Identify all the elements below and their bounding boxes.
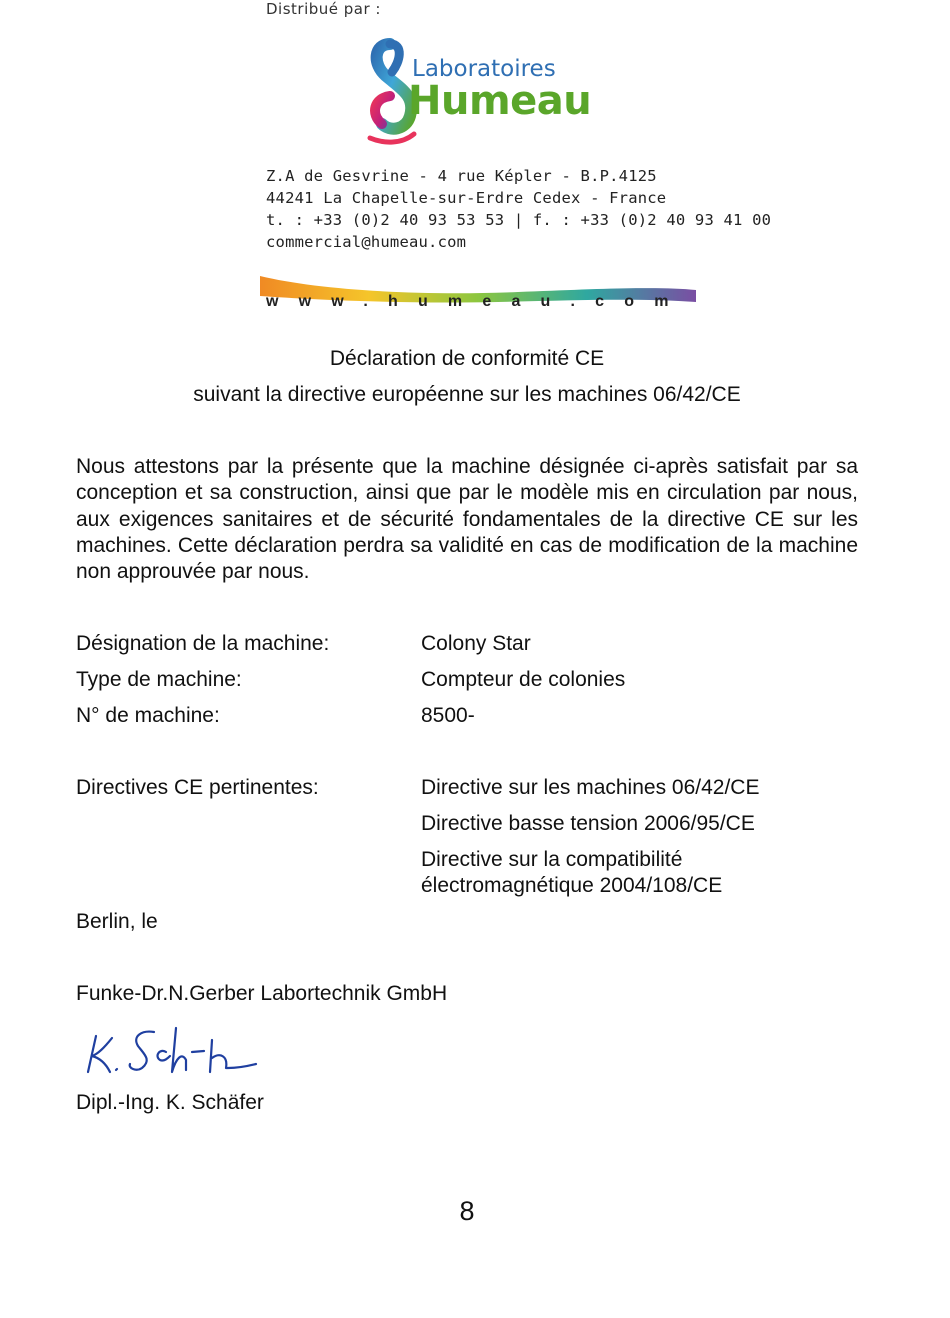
handwritten-signature — [80, 1022, 260, 1082]
field-value-type: Compteur de colonies — [421, 668, 626, 691]
place-date: Berlin, le — [76, 910, 158, 933]
page-subtitle: suivant la directive européenne sur les machines 06/42/CE — [193, 383, 741, 406]
phone-fax-line: t. : +33 (0)2 40 93 53 53 | f. : +33 (0)2 40 93 41 00 — [266, 211, 772, 229]
field-label-designation: Désignation de la machine: — [76, 632, 330, 655]
email-line: commercial@humeau.com — [266, 233, 467, 251]
intro-paragraph: Nous attestons par la présente que la machine désignée ci-après satisfait par sa conception et sa construction, ainsi que par le modèle mis en circulation par nous, aux exigences sanitaires et de sécurité fondamentales de la directive CE sur les machines. Cette déclaration perdra sa validité en cas de modification de la machine non approuvée par nous. — [76, 455, 858, 584]
field-label-type: Type de machine: — [76, 668, 242, 691]
field-value-designation: Colony Star — [421, 632, 531, 655]
field-label-number: N° de machine: — [76, 704, 220, 727]
directives-label: Directives CE pertinentes: — [76, 776, 319, 799]
address-line: 44241 La Chapelle-sur-Erdre Cedex - France — [266, 189, 667, 207]
distributed-by-label: Distribué par : — [266, 0, 381, 18]
brand-name-main: Humeau — [408, 78, 592, 124]
directive-item: Directive sur les machines 06/42/CE — [421, 776, 760, 799]
directive-item: Directive sur la compatibilité — [421, 848, 683, 871]
signer-name: Dipl.-Ing. K. Schäfer — [76, 1091, 264, 1114]
directive-item-continued: électromagnétique 2004/108/CE — [421, 874, 723, 897]
brand-name-top: Laboratoires — [412, 56, 556, 82]
field-value-number: 8500- — [421, 704, 475, 727]
page-number: 8 — [459, 1196, 475, 1226]
website-link[interactable]: www.humeau.com — [266, 293, 689, 310]
address-line: Z.A de Gesvrine - 4 rue Képler - B.P.4125 — [266, 167, 657, 185]
page-title: Déclaration de conformité CE — [329, 347, 605, 370]
company-name: Funke-Dr.N.Gerber Labortechnik GmbH — [76, 982, 448, 1005]
directive-item: Directive basse tension 2006/95/CE — [421, 812, 755, 835]
